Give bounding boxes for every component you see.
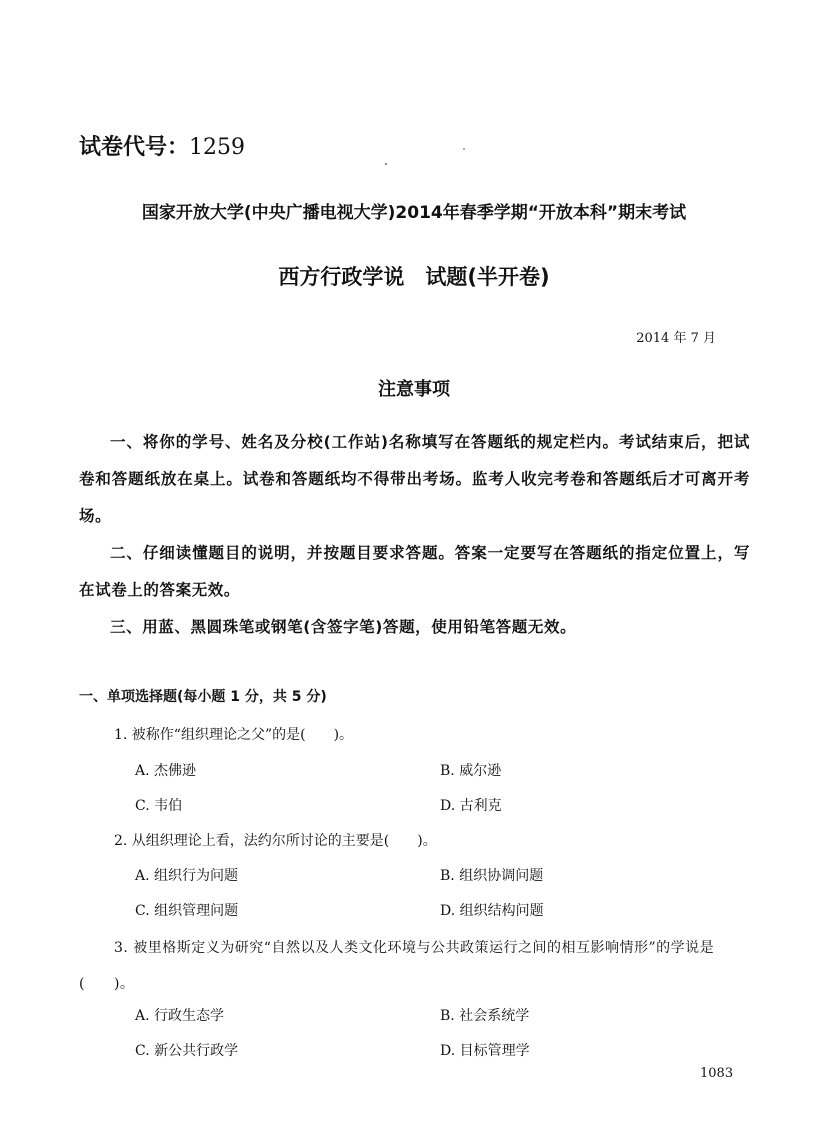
option-a: A. 杰佛逊 [135,763,197,779]
page-number: 1083 [700,1066,734,1081]
exam-code [79,130,245,161]
scan-speck [385,163,387,165]
exam-title: 国家开放大学(中央广播电视大学)2014年春季学期“开放本科”期末考试 [141,203,687,223]
option-b: B. 威尔逊 [440,763,502,779]
question-text: 3. 被里格斯定义为研究“自然以及人类文化环境与公共政策运行之间的相互影响情形”的学说是( )。 [79,940,715,992]
option-c: C. 组织管理问题 [135,903,239,919]
option-b: B. 社会系统学 [440,1008,530,1024]
notice-item: 一、将你的学号、姓名及分校(工作站)名称填写在答题纸的规定栏内。考试结束后，把试卷和答题纸放在桌上。试卷和答题纸均不得带出考场。监考人收完考卷和答题纸后才可离开考场。 [79,433,750,525]
option-d: D. 古利克 [440,798,502,814]
option-d: D. 组织结构问题 [440,903,544,919]
scan-speck [463,148,465,150]
exam-code-value: 1259 [189,135,246,160]
option-b: B. 组织协调问题 [440,868,544,884]
option-c: C. 新公共行政学 [135,1043,239,1059]
exam-date: 2014 年 7 月 [636,331,716,346]
exam-code-label: 试卷代号： [79,135,190,160]
option-a: A. 组织行为问题 [135,868,239,884]
option-c: C. 韦伯 [135,798,183,814]
section-heading: 一、单项选择题(每小题 1 分，共 5 分) [79,689,327,705]
notice-item: 二、仔细读懂题目的说明，并按题目要求答题。答案一定要写在答题纸的指定位置上，写在试卷上的答案无效。 [79,544,750,599]
notice-item: 三、用蓝、黑圆珠笔或钢笔(含签字笔)答题，使用铅笔答题无效。 [110,618,577,636]
notice-heading: 注意事项 [378,379,450,400]
question-text: 2. 从组织理论上看，法约尔所讨论的主要是( )。 [114,833,437,849]
option-a: A. 行政生态学 [135,1008,225,1024]
question-text: 1. 被称作“组织理论之父”的是( )。 [114,727,354,743]
option-d: D. 目标管理学 [440,1043,530,1059]
paper-title: 西方行政学说 试题(半开卷) [278,265,550,289]
